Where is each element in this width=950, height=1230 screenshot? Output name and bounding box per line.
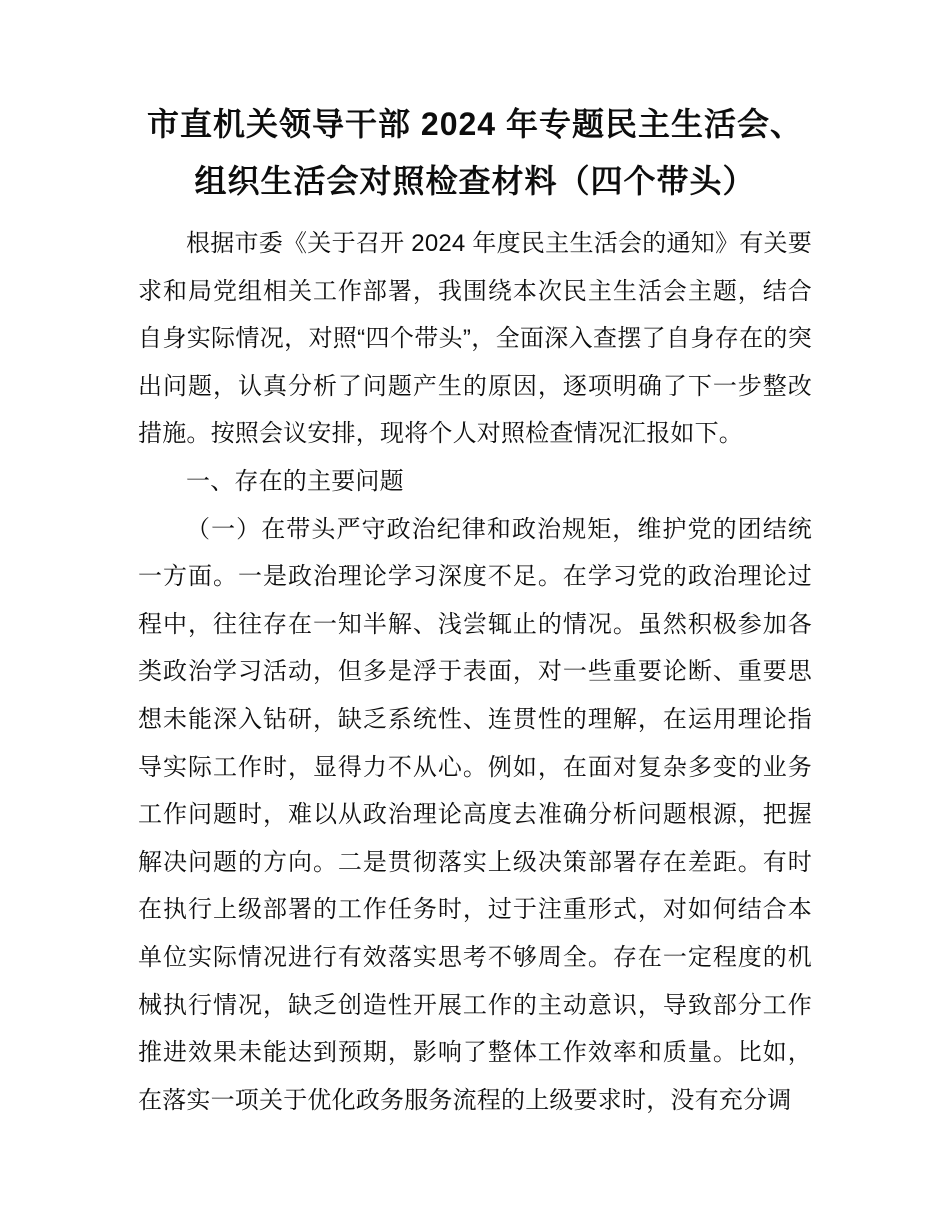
body-paragraph: （一）在带头严守政治纪律和政治规矩，维护党的团结统一方面。一是政治理论学习深度不足。在学习党的政治理论过程中，往往存在一知半解、浅尝辄止的情况。虽然积极参加各类政治学习活动，但多是浮于表面，对一些重要论断、重要思想未能深入钻研，缺乏系统性、连贯性的理解，在运用理论指导实际工作时，显得力不从心。例如，在面对复杂多变的业务工作问题时，难以从政治理论高度去准确分析问题根源，把握解决问题的方向。二是贯彻落实上级决策部署存在差距。有时在执行上级部署的工作任务时，过于注重形式，对如何结合本单位实际情况进行有效落实思考不够周全。存在一定程度的机械执行情况，缺乏创造性开展工作的主动意识，导致部分工作推进效果未能达到预期，影响了整体工作效率和质量。比如，在落实一项关于优化政务服务流程的上级要求时，没有充分调 bbox=[138, 515, 812, 1114]
document-title-line-2: 组织生活会对照检查材料（四个带头） bbox=[194, 163, 756, 199]
section-heading: 一、存在的主要问题 bbox=[186, 467, 404, 495]
intro-paragraph: 根据市委《关于召开 2024 年度民主生活会的通知》有关要求和局党组相关工作部署，我围绕本次民主生活会主题，结合自身实际情况，对照“四个带头”，全面深入查摆了自身存在的突出问题，认真分析了问题产生的原因，逐项明确了下一步整改措施。按照会议安排，现将个人对照检查情况汇报如下。 bbox=[138, 230, 812, 448]
document-title bbox=[138, 96, 812, 210]
document-title-line-1: 市直机关领导干部 2024 年专题民主生活会、 bbox=[147, 106, 803, 142]
